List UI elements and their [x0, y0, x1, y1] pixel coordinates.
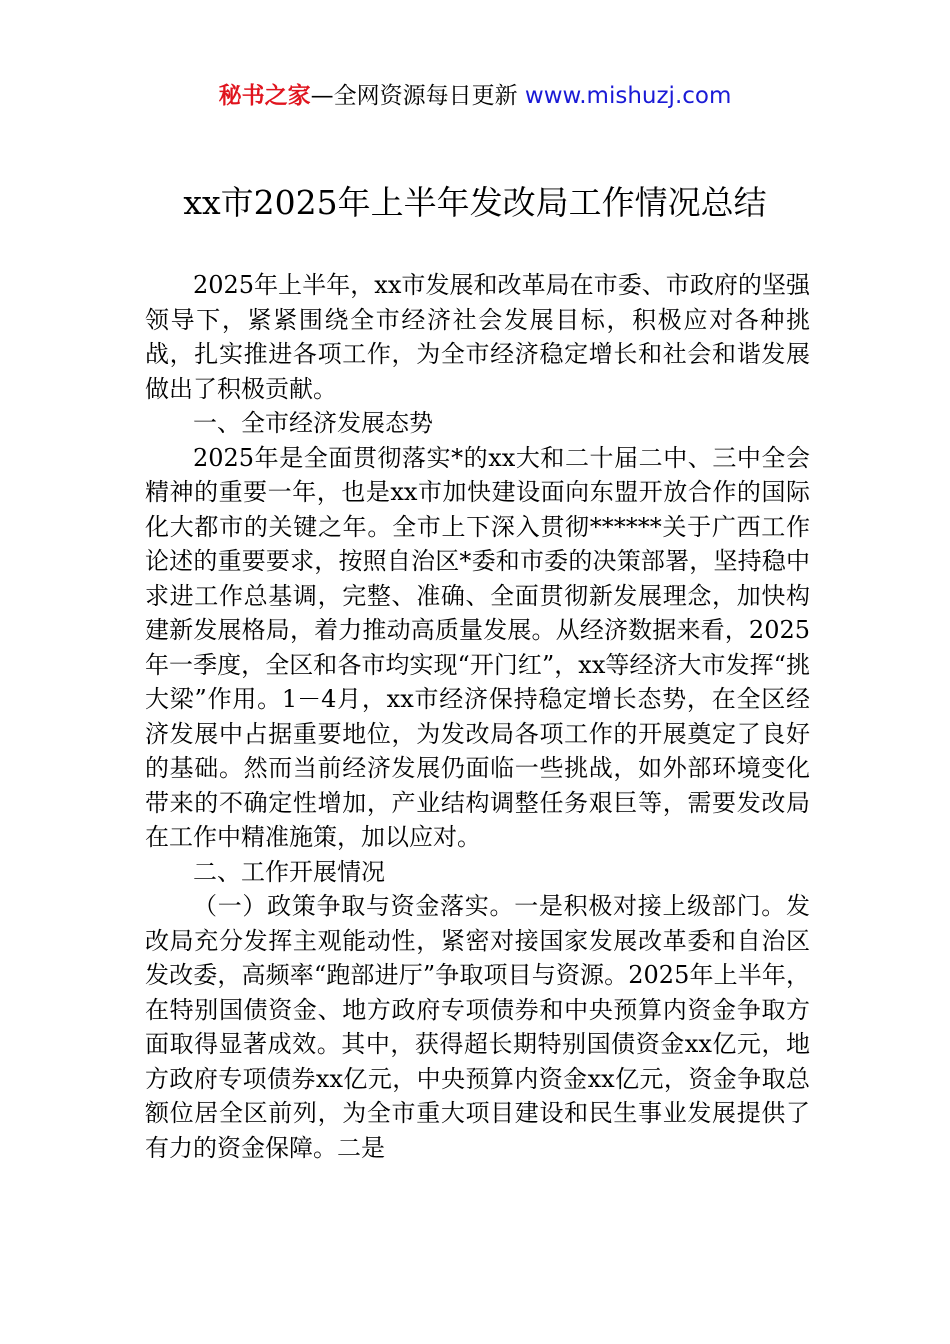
header-slogan: —全网资源每日更新	[310, 83, 525, 109]
document-title: xx市2025年上半年发改局工作情况总结	[183, 183, 767, 222]
site-header	[0, 80, 950, 112]
economy-paragraph: 2025年是全面贯彻落实*的xx大和二十届二中、三中全会精神的重要一年，也是xx市加快建设面向东盟开放合作的国际化大都市的关键之年。全市上下深入贯彻******关于广西工作论述的重要要求，按照自治区*委和市委的决策部署，坚持稳中求进工作总基调，完整、准确、全面贯彻新发展理念，加快构建新发展格局，着力推动高质量发展。从经济数据来看，2025年一季度，全区和各市均实现“开门红”，xx等经济大市发挥“挑大梁”作用。1－4月，xx市经济保持稳定增长态势，在全区经济发展中占据重要地位，为发改局各项工作的开展奠定了良好的基础。然而当前经济发展仍面临一些挑战，如外部环境变化带来的不确定性增加，产业结构调整任务艰巨等，需要发改局在工作中精准施策，加以应对。	[145, 443, 810, 851]
brand-name: 秘书之家	[218, 83, 311, 109]
section-heading-economy: 一、全市经济发展态势	[193, 409, 433, 437]
intro-paragraph: 2025年上半年，xx市发展和改革局在市委、市政府的坚强领导下，紧紧围绕全市经济社会发展目标，积极应对各种挑战，扎实推进各项工作，为全市经济稳定增长和社会和谐发展做出了积极贡献。	[145, 271, 810, 403]
section-heading-work: 二、工作开展情况	[193, 857, 385, 886]
site-url-link[interactable]: www.mishuzj.com	[524, 83, 732, 109]
document-body	[145, 268, 810, 1165]
policy-funding-paragraph: （一）政策争取与资金落实。一是积极对接上级部门。发改局充分发挥主观能动性，紧密对接国家发展改革委和自治区发改委，高频率“跑部进厅”争取项目与资源。2025年上半年，在特别国债资金、地方政府专项债券和中央预算内资金争取方面取得显著成效。其中，获得超长期特别国债资金xx亿元，地方政府专项债券xx亿元，中央预算内资金xx亿元，资金争取总额位居全区前列，为全市重大项目建设和民生事业发展提供了有力的资金保障。二是	[145, 892, 810, 1162]
